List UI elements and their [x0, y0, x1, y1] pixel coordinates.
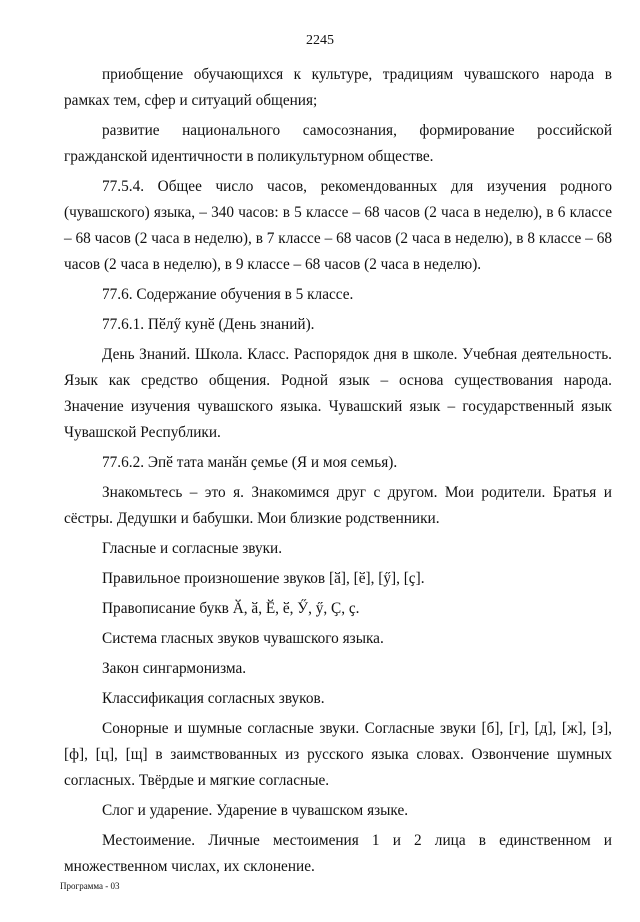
paragraph: Закон сингармонизма. — [102, 660, 247, 677]
paragraph: Слог и ударение. Ударение в чувашском языке. — [102, 802, 409, 819]
paragraph: Знакомьтесь – это я. Знакомимся друг с другом. Мои родители. Братья и сёстры. Дедушки и бабушки. Мои близкие родственники. — [64, 484, 612, 527]
paragraph: Местоимение. Личные местоимения 1 и 2 лица в единственном и множественном числах, их склонение. — [64, 832, 612, 875]
section-heading: 77.6.2. Эпӗ тата манӑн ҫемье (Я и моя семья). — [102, 454, 398, 471]
paragraph: Правильное произношение звуков [ӑ], [ӗ], [ӳ], [ҫ]. — [102, 570, 425, 587]
page-footer: Программа - 03 — [60, 881, 120, 891]
section-heading: 77.6. Содержание обучения в 5 классе. — [102, 286, 354, 303]
paragraph: Система гласных звуков чувашского языка. — [102, 630, 384, 647]
paragraph: приобщение обучающихся к культуре, традициям чувашского народа в рамках тем, сфер и ситуаций общения; — [64, 66, 612, 109]
paragraph: 77.5.4. Общее число часов, рекомендованных для изучения родного (чувашского) языка, – 340 часов: в 5 классе – 68 часов (2 часа в неделю), в 6 классе – 68 часов (2 часа в неделю), в 7 классе – 68 часов (2 часа в неделю), в 8 классе – 68 часов (2 часа в неделю), в 9 классе – 68 часов (2 часа в неделю). — [64, 178, 612, 273]
paragraph: Сонорные и шумные согласные звуки. Согласные звуки [б], [г], [д], [ж], [з], [ф], [ц], [щ] в заимствованных из русского языка словах. Озвончение шумных согласных. Твёрдые и мягкие согласные. — [64, 720, 612, 789]
paragraph: День Знаний. Школа. Класс. Распорядок дня в школе. Учебная деятельность. Язык как средство общения. Родной язык – основа существования народа. Значение изучения чувашского языка. Чувашский язык – государственный язык Чувашской Республики. — [64, 346, 612, 441]
paragraph: Правописание букв Ӑ, ӑ, Ӗ, ӗ, Ӳ, ӳ, Ҫ, ҫ. — [102, 600, 360, 617]
paragraph: Гласные и согласные звуки. — [102, 540, 283, 557]
document-body — [64, 62, 612, 884]
section-heading: 77.6.1. Пӗлӳ кунӗ (День знаний). — [102, 316, 315, 333]
paragraph: Классификация согласных звуков. — [102, 690, 325, 707]
page-number: 2245 — [306, 33, 334, 48]
paragraph: развитие национального самосознания, формирование российской гражданской идентичности в поликультурном обществе. — [64, 122, 612, 165]
